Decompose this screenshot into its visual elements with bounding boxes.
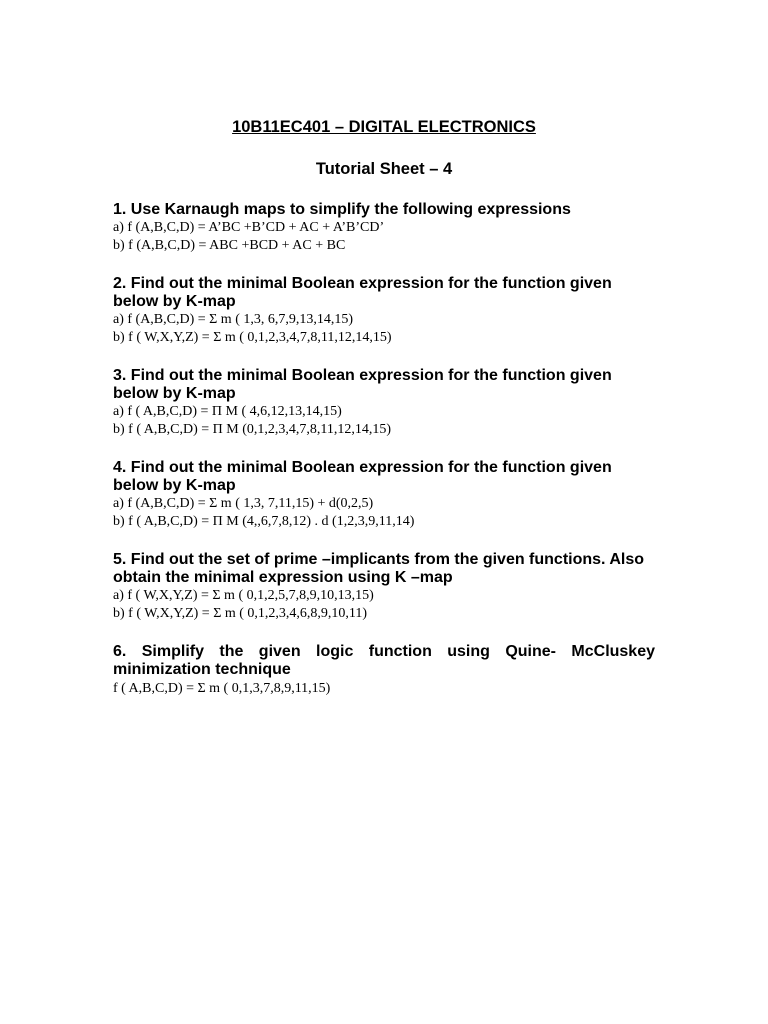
question-5-heading-line-2: obtain the minimal expression using K –map	[113, 569, 453, 586]
question-2-part-a: a) f (A,B,C,D) = Σ m ( 1,3, 6,7,9,13,14,15)	[113, 312, 354, 327]
question-6-heading-line-2: minimization technique	[113, 661, 291, 678]
question-1-part-b: b) f (A,B,C,D) = ABC +BCD + AC + BC	[113, 238, 346, 253]
question-6-function: f ( A,B,C,D) = Σ m ( 0,1,3,7,8,9,11,15)	[113, 681, 331, 696]
question-4-heading-line-1: 4. Find out the minimal Boolean expression for the function given	[113, 459, 612, 476]
question-3-heading	[113, 367, 655, 403]
question-3-part-b: b) f ( A,B,C,D) = Π M (0,1,2,3,4,7,8,11,12,14,15)	[113, 422, 392, 437]
question-4-part-a: a) f (A,B,C,D) = Σ m ( 1,3, 7,11,15) + d(0,2,5)	[113, 496, 374, 511]
question-3-part-a: a) f ( A,B,C,D) = Π M ( 4,6,12,13,14,15)	[113, 404, 342, 419]
question-4-heading	[113, 459, 655, 495]
course-title: 10B11EC401 – DIGITAL ELECTRONICS	[232, 118, 536, 136]
question-5-part-a: a) f ( W,X,Y,Z) = Σ m ( 0,1,2,5,7,8,9,10,13,15)	[113, 588, 374, 603]
question-2-heading-line-1: 2. Find out the minimal Boolean expression for the function given	[113, 275, 612, 292]
question-2-part-b: b) f ( W,X,Y,Z) = Σ m ( 0,1,2,3,4,7,8,11,12,14,15)	[113, 330, 392, 345]
question-6-heading	[113, 643, 655, 679]
question-3-heading-line-1: 3. Find out the minimal Boolean expression for the function given	[113, 367, 612, 384]
question-2-heading	[113, 275, 655, 311]
question-5-heading-line-1: 5. Find out the set of prime –implicants from the given functions. Also	[113, 551, 645, 568]
question-3-heading-line-2: below by K-map	[113, 385, 236, 402]
question-5-heading	[113, 551, 655, 587]
question-4-part-b: b) f ( A,B,C,D) = Π M (4,,6,7,8,12) . d (1,2,3,9,11,14)	[113, 514, 415, 529]
question-4-heading-line-2: below by K-map	[113, 477, 236, 494]
question-5-part-b: b) f ( W,X,Y,Z) = Σ m ( 0,1,2,3,4,6,8,9,10,11)	[113, 606, 368, 621]
sheet-title: Tutorial Sheet – 4	[315, 160, 453, 178]
question-1-heading: 1. Use Karnaugh maps to simplify the following expressions	[113, 201, 571, 218]
question-2-heading-line-2: below by K-map	[113, 293, 236, 310]
question-6-heading-line-1: 6. Simplify the given logic function using Quine- McCluskey	[113, 643, 655, 660]
question-1-part-a: a) f (A,B,C,D) = A’BC +B’CD + AC + A’B’CD’	[113, 220, 385, 235]
